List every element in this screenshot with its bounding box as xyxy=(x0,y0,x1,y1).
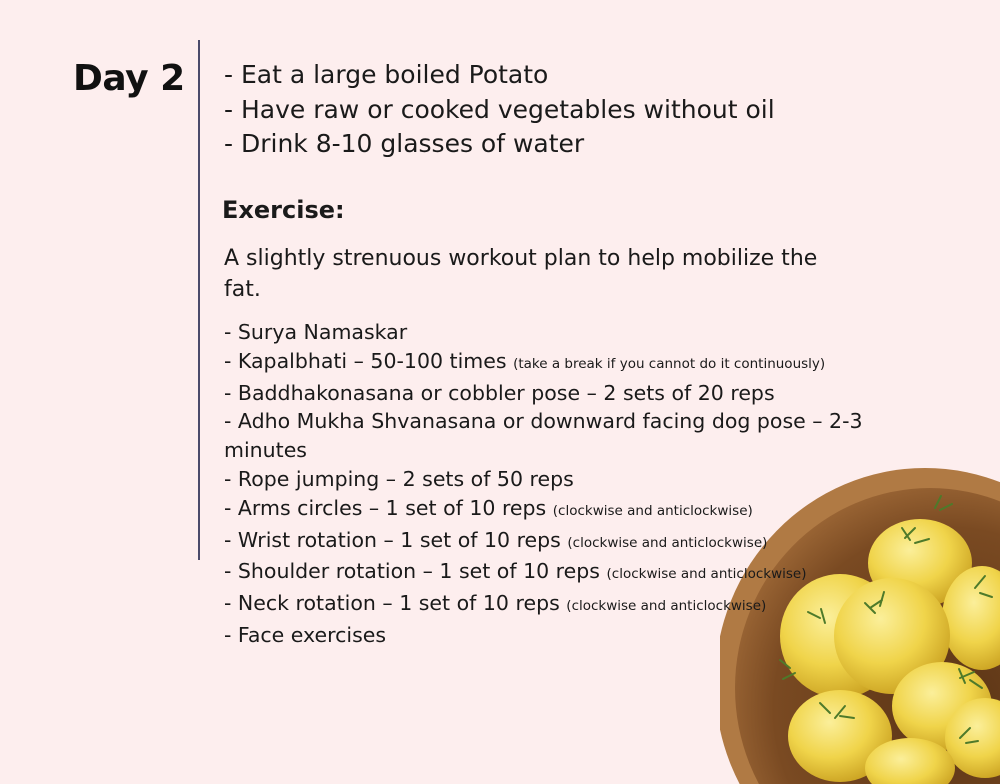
diet-list xyxy=(224,58,775,162)
exercise-intro: A slightly strenuous workout plan to help mobilize the fat. xyxy=(224,246,818,302)
vertical-divider xyxy=(198,40,200,560)
exercise-item xyxy=(224,347,894,379)
exercise-item-note: (clockwise and anticlockwise) xyxy=(606,566,807,583)
exercise-item xyxy=(224,379,894,408)
exercise-item-text: - Surya Namaskar xyxy=(224,320,408,344)
exercise-item-note: (take a break if you cannot do it continuously) xyxy=(513,355,826,372)
exercise-item-text: - Baddhakonasana or cobbler pose – 2 sets of 20 reps xyxy=(224,380,775,405)
exercise-item-note: (clockwise and anticlockwise) xyxy=(567,534,768,551)
exercise-item-note: (clockwise and anticlockwise) xyxy=(566,598,767,615)
exercise-item xyxy=(224,465,894,494)
exercise-item-text: - Wrist rotation – 1 set of 10 reps xyxy=(224,527,561,552)
exercise-item xyxy=(224,557,894,589)
exercise-item xyxy=(224,318,894,347)
exercise-item xyxy=(224,407,894,465)
exercise-item-text: - Kapalbhati – 50-100 times xyxy=(224,348,507,373)
exercise-item xyxy=(224,526,894,558)
diet-item: - Have raw or cooked vegetables without oil xyxy=(224,94,775,124)
day-title: Day 2 xyxy=(73,58,185,99)
exercise-item-text: - Shoulder rotation – 1 set of 10 reps xyxy=(224,559,600,584)
exercise-item-text: - Face exercises xyxy=(224,622,387,647)
exercise-item xyxy=(224,589,894,621)
diet-item: - Drink 8-10 glasses of water xyxy=(224,129,585,158)
exercise-item-text: - Rope jumping – 2 sets of 50 reps xyxy=(224,466,574,491)
exercise-item-text: - Adho Mukha Shvanasana or downward facing dog pose – 2-3 minutes xyxy=(224,409,863,463)
diet-item: - Eat a large boiled Potato xyxy=(224,60,549,89)
exercise-item-note: (clockwise and anticlockwise) xyxy=(552,502,753,519)
exercise-item-text: - Neck rotation – 1 set of 10 reps xyxy=(224,591,560,616)
exercise-list xyxy=(224,318,894,650)
exercise-item-text: - Arms circles – 1 set of 10 reps xyxy=(224,495,547,520)
exercise-item xyxy=(224,494,894,526)
exercise-heading: Exercise: xyxy=(222,196,345,224)
exercise-item xyxy=(224,621,894,650)
